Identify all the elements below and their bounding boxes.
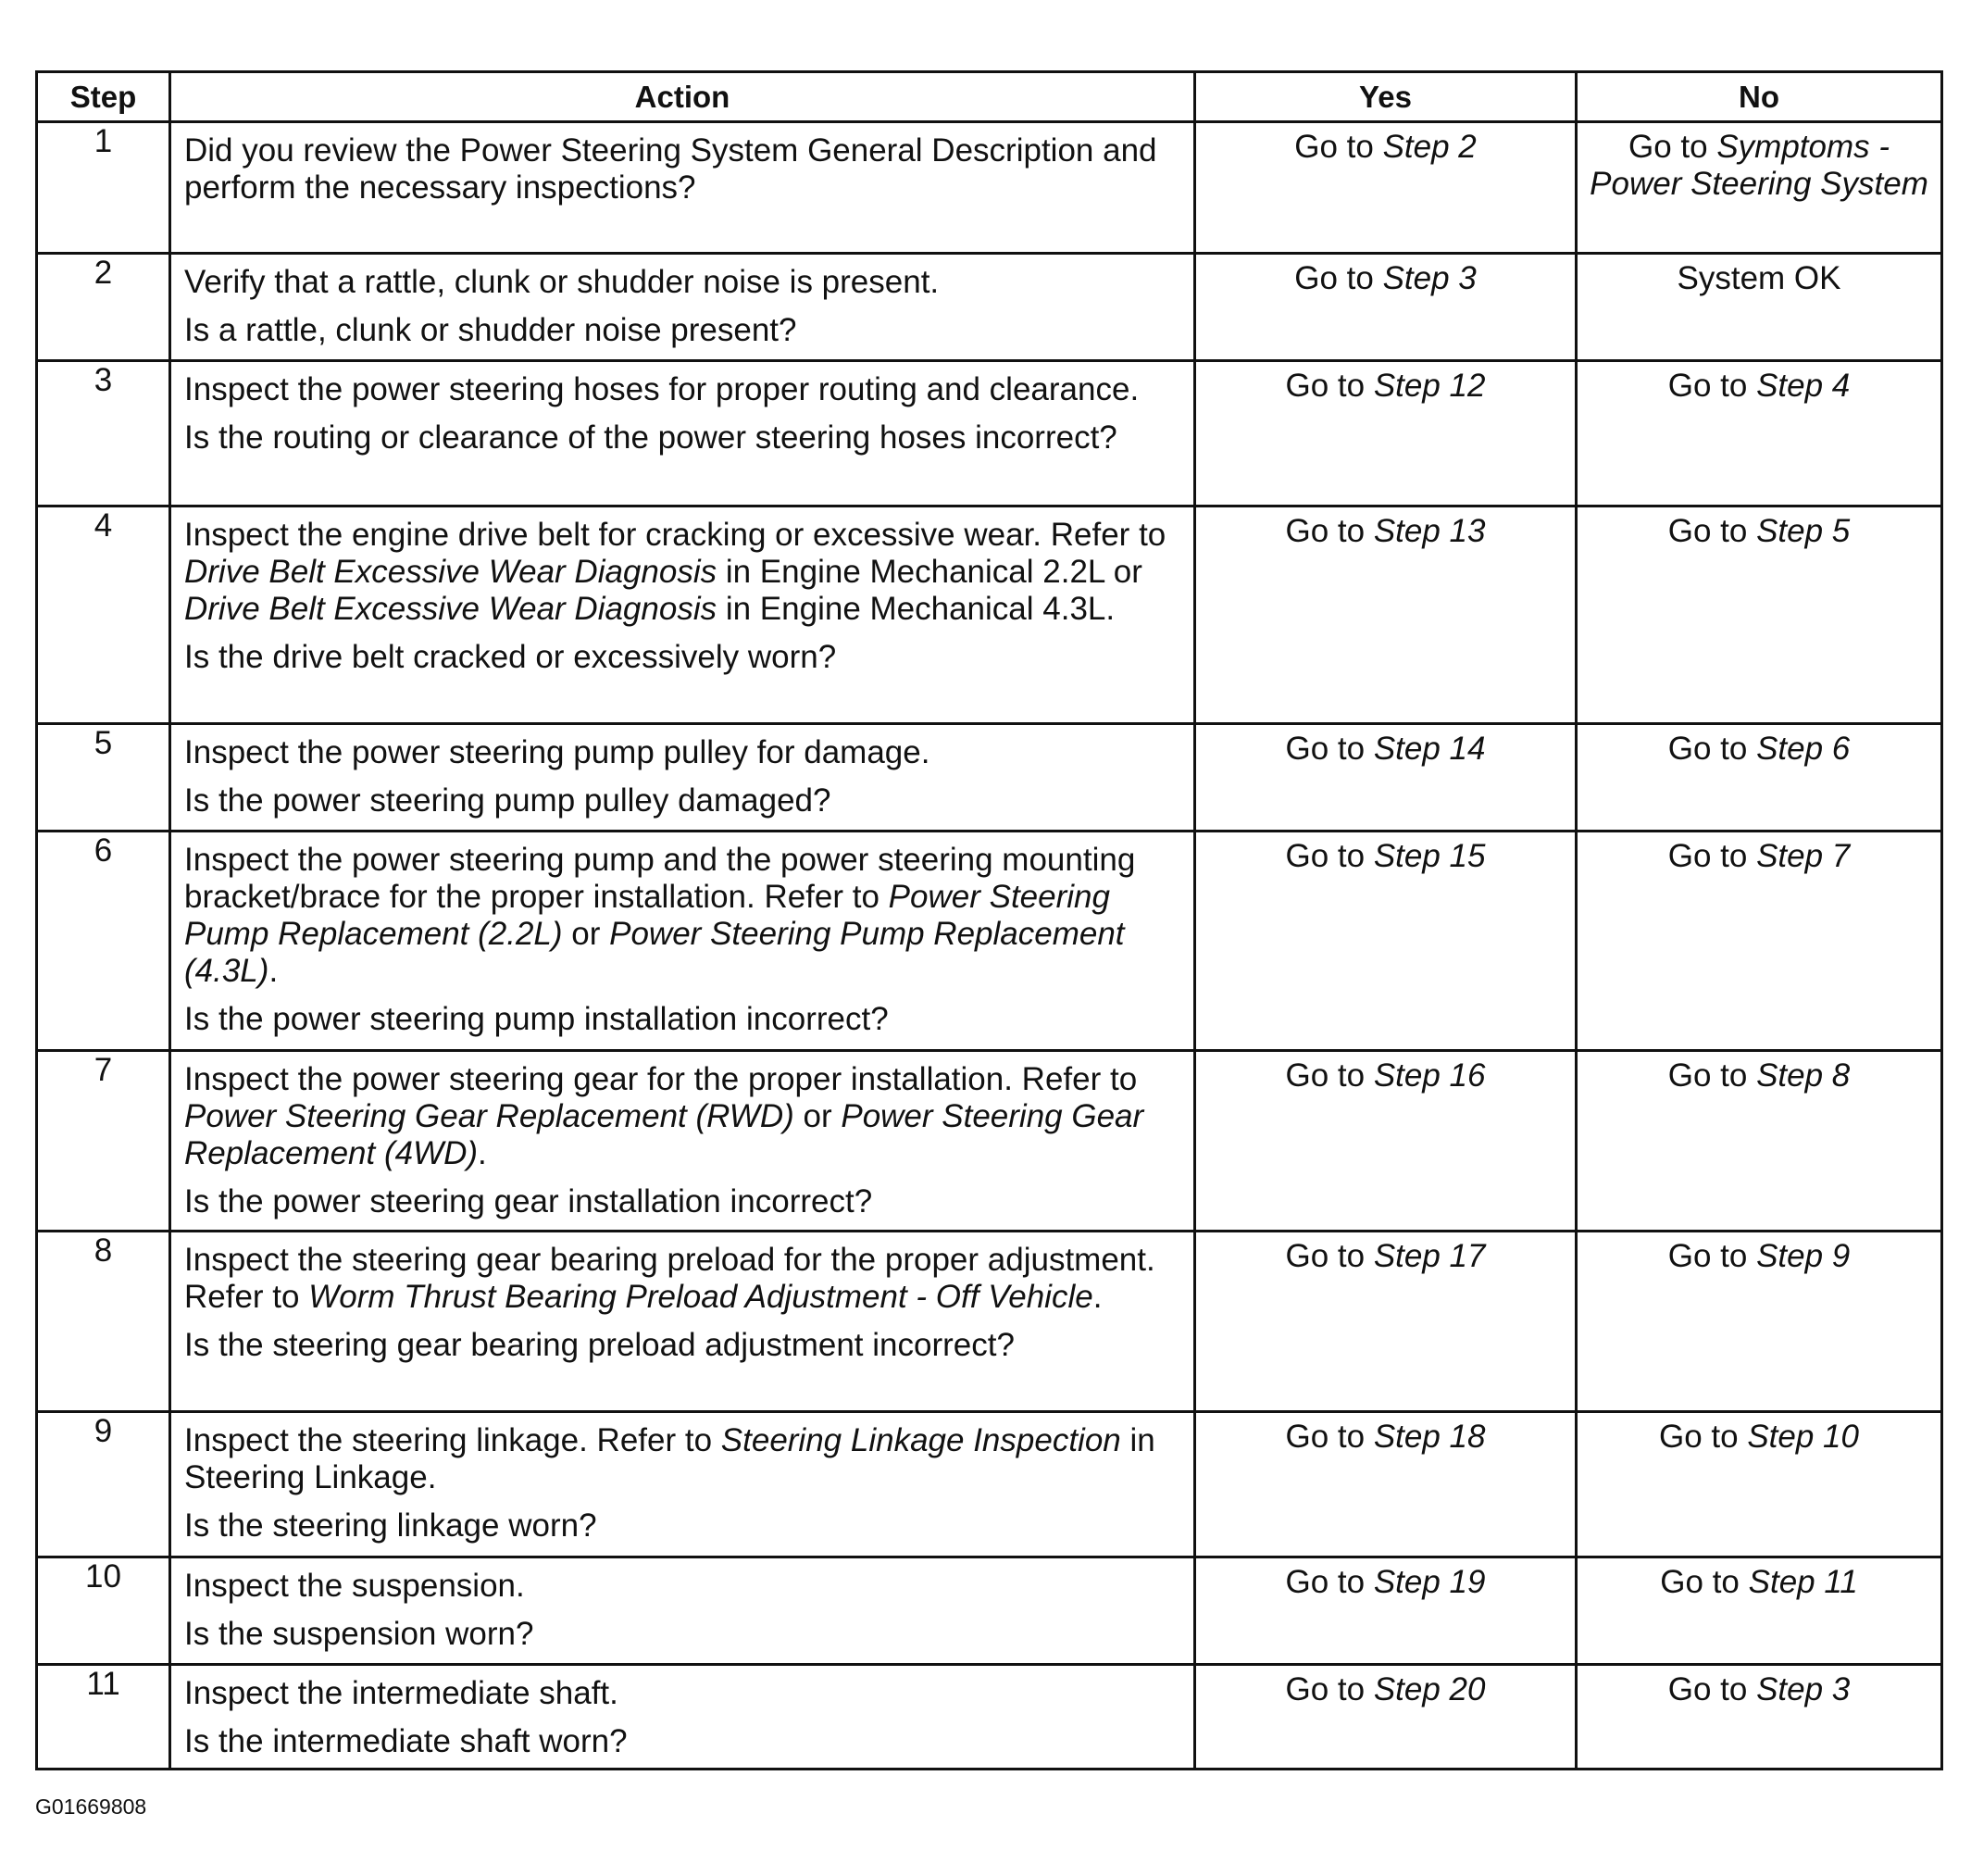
text-segment: Is the intermediate shaft worn? [184,1723,628,1759]
text-segment: System OK [1677,260,1841,296]
reference-link-text: Symptoms - Power Steering System [1590,129,1928,202]
step-number: 4 [37,507,170,724]
table-row [37,1665,1942,1770]
text-segment: Go to [1667,1671,1757,1707]
no-result [1577,507,1942,724]
action-question [184,419,1180,456]
text-segment: Inspect the power steering hoses for proper routing and clearance. [184,371,1140,407]
text-segment: Inspect the steering gear bearing preload for the proper adjustment. Refer to [184,1242,1155,1315]
yes-result [1195,1557,1577,1665]
text-segment: Inspect the power steering pump pulley for damage. [184,734,930,770]
text-segment: Go to [1667,731,1757,767]
action-instruction [184,1675,1180,1712]
no-result [1577,1665,1942,1770]
action-cell [170,507,1195,724]
text-segment: Go to [1294,260,1383,296]
step-number: 3 [37,361,170,507]
yes-result [1195,1232,1577,1412]
table-row [37,1051,1942,1232]
text-segment: Go to [1285,1057,1374,1094]
table-row [37,1412,1942,1557]
text-segment: Inspect the power steering gear for the proper installation. Refer to [184,1061,1138,1097]
action-instruction [184,1422,1180,1496]
table-row [37,122,1942,254]
action-instruction [184,1568,1180,1605]
text-segment: Is the power steering gear installation incorrect? [184,1183,873,1219]
reference-link-text: Drive Belt Excessive Wear Diagnosis [184,591,717,627]
reference-link-text: Step 5 [1756,513,1851,549]
header-step: Step [37,72,170,122]
text-segment: Go to [1667,368,1757,404]
step-number: 8 [37,1232,170,1412]
yes-result [1195,724,1577,832]
reference-link-text: Step 9 [1756,1238,1851,1274]
no-result [1577,122,1942,254]
reference-link-text: Step 18 [1373,1419,1486,1455]
text-segment: Go to [1285,1419,1374,1455]
action-cell [170,1232,1195,1412]
text-segment: Go to [1285,513,1374,549]
step-number: 6 [37,832,170,1051]
action-instruction [184,371,1180,408]
reference-link-text: Step 17 [1373,1238,1486,1274]
no-result [1577,254,1942,361]
header-no: No [1577,72,1942,122]
table-row [37,1232,1942,1412]
text-segment: Go to [1285,1238,1374,1274]
action-cell [170,1051,1195,1232]
no-result [1577,1051,1942,1232]
action-cell [170,122,1195,254]
reference-link-text: Step 16 [1373,1057,1486,1094]
action-instruction [184,264,1180,301]
action-question [184,1616,1180,1653]
action-instruction [184,842,1180,990]
text-segment: Go to [1659,1419,1748,1455]
diagnostic-table [35,70,1943,1770]
table-row [37,724,1942,832]
reference-link-text: Step 14 [1373,731,1486,767]
reference-link-text: Step 3 [1756,1671,1851,1707]
text-segment: Go to [1667,1057,1757,1094]
step-number: 2 [37,254,170,361]
table-row [37,1557,1942,1665]
text-segment: in Engine Mechanical 2.2L or [717,554,1142,590]
text-segment: Inspect the power steering pump and the power steering mounting bracket/brace for the proper installation. Refer to [184,842,1136,915]
action-question [184,1327,1180,1364]
action-instruction [184,517,1180,628]
reference-link-text: Step 7 [1756,838,1851,874]
table-body [37,122,1942,1770]
step-number: 10 [37,1557,170,1665]
text-segment: Inspect the intermediate shaft. [184,1675,618,1711]
table-row [37,507,1942,724]
yes-result [1195,1665,1577,1770]
action-question [184,1507,1180,1545]
header-action: Action [170,72,1195,122]
reference-link-text: Step 13 [1373,513,1486,549]
reference-link-text: Step 3 [1382,260,1477,296]
reference-link-text: Worm Thrust Bearing Preload Adjustment - Off Vehicle [308,1279,1093,1315]
action-cell [170,832,1195,1051]
no-result [1577,1232,1942,1412]
text-segment: Verify that a rattle, clunk or shudder noise is present. [184,264,940,300]
text-segment: Is the steering linkage worn? [184,1507,597,1544]
reference-link-text: Drive Belt Excessive Wear Diagnosis [184,554,717,590]
text-segment: Inspect the suspension. [184,1568,525,1604]
text-segment: Go to [1667,838,1757,874]
text-segment: Go to [1285,731,1374,767]
text-segment: Is the suspension worn? [184,1616,534,1652]
yes-result [1195,361,1577,507]
action-cell [170,1665,1195,1770]
action-question [184,639,1180,676]
action-cell [170,254,1195,361]
text-segment: Go to [1285,368,1374,404]
reference-link-text: Step 12 [1373,368,1486,404]
reference-link-text: Power Steering Gear Replacement (4WD) [184,1098,1144,1171]
reference-link-text: Power Steering Pump Replacement (4.3L) [184,916,1125,989]
step-number: 5 [37,724,170,832]
text-segment: in Engine Mechanical 4.3L. [717,591,1116,627]
text-segment: Is the power steering pump pulley damaged? [184,782,831,819]
text-segment: . [478,1135,487,1171]
no-result [1577,1557,1942,1665]
action-instruction [184,734,1180,771]
text-segment: Is the steering gear bearing preload adjustment incorrect? [184,1327,1015,1363]
yes-result [1195,832,1577,1051]
action-question [184,1001,1180,1038]
action-cell [170,1412,1195,1557]
reference-link-text: Step 10 [1747,1419,1859,1455]
text-segment: Inspect the engine drive belt for cracking or excessive wear. Refer to [184,517,1166,553]
no-result [1577,361,1942,507]
reference-link-text: Step 4 [1756,368,1851,404]
text-segment: . [1092,1279,1103,1315]
table-row [37,254,1942,361]
reference-link-text: Step 2 [1382,129,1477,165]
reference-link-text: Step 8 [1756,1057,1851,1094]
action-instruction [184,1061,1180,1172]
action-question [184,312,1180,349]
text-segment: Go to [1285,1564,1374,1600]
step-number: 1 [37,122,170,254]
text-segment: Go to [1294,129,1383,165]
yes-result [1195,122,1577,254]
yes-result [1195,1412,1577,1557]
text-segment: Go to [1285,1671,1374,1707]
figure-id: G01669808 [35,1795,147,1819]
table-row [37,832,1942,1051]
step-number: 7 [37,1051,170,1232]
text-segment: Go to [1667,1238,1757,1274]
reference-link-text: Power Steering Pump Replacement (2.2L) [184,879,1110,952]
yes-result [1195,254,1577,361]
text-segment: . [268,953,279,989]
text-segment: in Steering Linkage. [184,1422,1155,1495]
text-segment: Go to [1667,513,1757,549]
action-question [184,1723,1180,1760]
reference-link-text: Step 20 [1373,1671,1486,1707]
text-segment: or [793,1098,842,1134]
no-result [1577,724,1942,832]
step-number: 11 [37,1665,170,1770]
action-instruction [184,1242,1180,1316]
header-yes: Yes [1195,72,1577,122]
text-segment: Inspect the steering linkage. Refer to [184,1422,721,1458]
text-segment: Is a rattle, clunk or shudder noise present? [184,312,797,348]
reference-link-text: Power Steering Gear Replacement (RWD) [184,1098,794,1134]
text-segment: Go to [1628,129,1717,165]
action-question [184,1183,1180,1220]
reference-link-text: Step 19 [1373,1564,1486,1600]
text-segment: Go to [1660,1564,1749,1600]
action-cell [170,724,1195,832]
text-segment: Is the power steering pump installation incorrect? [184,1001,889,1037]
yes-result [1195,1051,1577,1232]
no-result [1577,832,1942,1051]
text-segment: Is the routing or clearance of the power steering hoses incorrect? [184,419,1117,456]
no-result [1577,1412,1942,1557]
reference-link-text: Step 6 [1756,731,1851,767]
header-row [37,72,1942,122]
action-cell [170,361,1195,507]
yes-result [1195,507,1577,724]
text-segment: Did you review the Power Steering System General Description and perform the necessary inspections? [184,132,1157,206]
action-question [184,782,1180,819]
text-segment: Is the drive belt cracked or excessively worn? [184,639,837,675]
text-segment: Go to [1285,838,1374,874]
action-cell [170,1557,1195,1665]
reference-link-text: Steering Linkage Inspection [720,1422,1121,1458]
table-row [37,361,1942,507]
text-segment: or [562,916,610,952]
action-instruction [184,132,1180,206]
step-number: 9 [37,1412,170,1557]
reference-link-text: Step 15 [1373,838,1486,874]
reference-link-text: Step 11 [1748,1564,1858,1600]
